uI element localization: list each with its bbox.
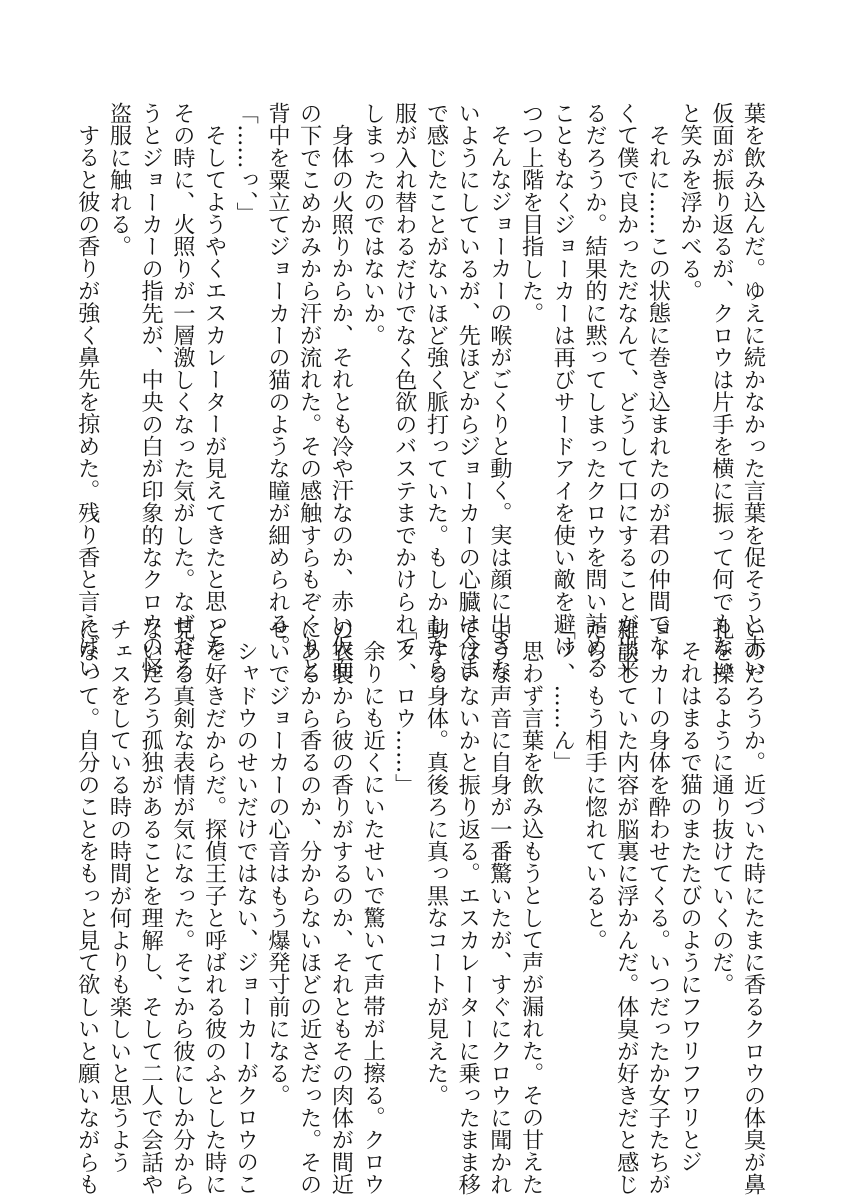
text-line: 余りにも近くにいたせいで驚いて声帯が上擦る。クロウ — [359, 640, 386, 1196]
text-line: つつ上階を目指した。 — [518, 102, 545, 324]
text-line: の衣装から彼の香りがするのか、それともその肉体が間近 — [327, 618, 354, 1196]
lower-text-block — [74, 618, 768, 1196]
text-line: になって。自分のことをもっと見て欲しいと願いながらも — [74, 618, 101, 1196]
text-line: くて僕で良かっただなんて、どうして口にすることが出来 — [613, 102, 640, 680]
text-line: こともなくジョーカーは再びサードアイを使い敵を避け — [549, 102, 576, 657]
text-line: と笑みを浮かべる。 — [676, 102, 703, 302]
text-line: 身体の火照りからか、それとも冷や汗なのか、赤い仮面 — [327, 124, 354, 680]
text-line: その時に、火照りが一層激しくなった気がした。なぜだろ — [169, 102, 196, 680]
text-line: 「ク、ロウ……」 — [391, 618, 418, 796]
text-line: たら、もう相手に惚れていると。 — [581, 618, 608, 951]
text-line: シャドウのせいだけではない、ジョーカーがクロウのこ — [232, 640, 259, 1196]
text-line: で感じたことがないほど強く脈打っていた。もしかしたら — [422, 102, 449, 680]
text-line: 孔を擽るように通り抜けていくのだ。 — [708, 618, 735, 996]
text-line: 動する身体。真後ろに真っ黒なコートが見えた。 — [422, 618, 449, 1107]
text-line: それに……この状態に巻き込まれたのが君の仲間でな — [644, 124, 671, 657]
text-line: 思わず言葉を飲み込もうとして声が漏れた。その甘えた — [518, 640, 545, 1196]
text-line: しまったのではないか。 — [359, 102, 386, 347]
text-line: 「……っ、」 — [232, 102, 259, 225]
text-line: の下でこめかみから汗が流れた。その感触すらもぞくりと — [296, 102, 323, 680]
text-line: いようにしているが、先ほどからジョーカーの心臓は今ま — [454, 102, 481, 680]
text-line: 盗服に触れる。 — [105, 102, 132, 258]
text-line: ような声音に自身が一番驚いたが、すぐにクロウに聞かれ — [486, 618, 513, 1196]
text-line: それはまるで猫のまたたびのようにフワリフワリとジ — [676, 640, 703, 1173]
text-line: にあるから香るのか、分からないほどの近さだった。その — [296, 618, 323, 1196]
text-line: 雑談していた内容が脳裏に浮かんだ。体臭が好きだと感じ — [613, 618, 640, 1196]
text-line: 服が入れ替わるだけでなく色欲のバステまでかけられて — [391, 102, 418, 657]
text-line: そんなジョーカーの喉がごくりと動く。実は顔に出さな — [486, 124, 513, 680]
upper-text-block — [74, 102, 768, 680]
text-line: せいでジョーカーの心音はもう爆発寸前になる。 — [264, 618, 291, 1107]
text-line: 葉を飲み込んだ。ゆえに続かなかった言葉を促そうと赤い — [740, 102, 766, 680]
text-line: とを好きだからだ。探偵王子と呼ばれる彼のふとした時に — [201, 618, 228, 1196]
text-line: 見せる真剣な表情が気になった。そこから彼にしか分から — [169, 618, 196, 1196]
text-line: 仮面が振り返るが、クロウは片手を横に振って何でもない — [708, 102, 735, 680]
text-line: すると彼の香りが強く鼻先を掠めた。残り香と言えばい — [74, 124, 101, 680]
text-line: うとジョーカーの指先が、中央の白が印象的なクロウの怪 — [137, 102, 164, 680]
text-line: 「ッ、……ん」 — [549, 618, 576, 774]
text-line: チェスをしている時の時間が何よりも楽しいと思うよう — [105, 618, 132, 1173]
text-line: いのだろうか。近づいた時にたまに香るクロウの体臭が鼻 — [740, 618, 766, 1196]
text-line: ョーカーの身体を酔わせてくる。いつだったか女子たちが — [644, 618, 671, 1196]
text-line: 背中を粟立てジョーカーの猫のような瞳が細められる。 — [264, 102, 291, 657]
text-line: てはいないかと振り返る。エスカレーターに乗ったまま移 — [454, 618, 481, 1196]
text-line: ないだろう孤独があることを理解し、そして二人で会話や — [137, 618, 164, 1196]
text-line: そしてようやくエスカレーターが見えてきたと思った — [201, 124, 228, 657]
text-line: るだろうか。結果的に黙ってしまったクロウを問い詰める — [581, 102, 608, 680]
